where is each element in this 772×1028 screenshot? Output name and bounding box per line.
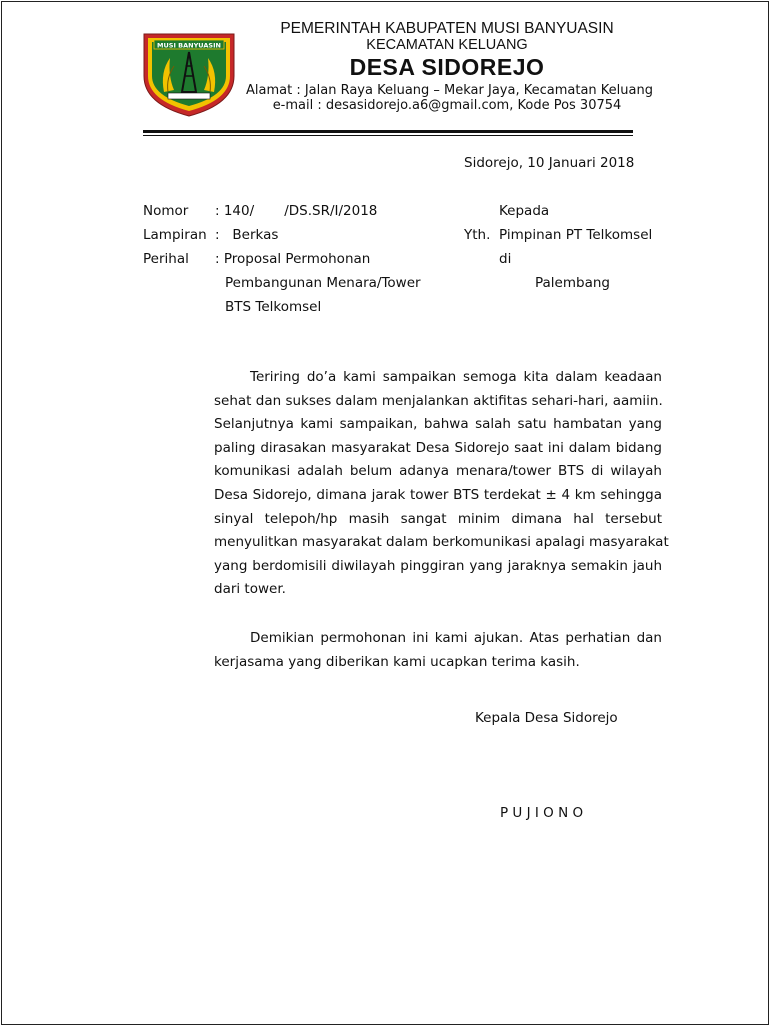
- letterhead-village: DESA SIDOREJO: [349, 54, 545, 80]
- lampiran-label: Lampiran: [143, 227, 207, 243]
- body-line: kerjasama yang diberikan kami ucapkan terima kasih.: [214, 653, 580, 670]
- recipient-kepada: Kepada: [499, 203, 550, 219]
- recipient-yth: Yth.: [464, 227, 491, 243]
- lampiran-value: : Berkas: [215, 227, 279, 243]
- body-paragraph-1: [214, 366, 669, 602]
- perihal-label: Perihal: [143, 251, 189, 267]
- body-line: komunikasi adalah belum adanya menara/tower BTS di wilayah: [214, 463, 662, 480]
- letterhead-regency: PEMERINTAH KABUPATEN MUSI BANYUASIN: [280, 20, 614, 37]
- nomor-value: : 140/ /DS.SR/I/2018: [215, 203, 378, 219]
- letterhead-address: Alamat : Jalan Raya Keluang – Mekar Jaya, Kecamatan Keluang: [246, 83, 653, 98]
- body-line: menyulitkan masyarakat dalam berkomunikasi apalagi masyarakat: [214, 534, 669, 551]
- body-line: yang berdomisili diwilayah pinggiran yang jaraknya semakin jauh: [214, 557, 662, 574]
- regency-emblem-logo: [138, 26, 240, 118]
- body-line: sinyal telepoh/hp masih sangat minim dimana hal tersebut: [214, 510, 662, 527]
- logo-text: MUSI BANYUASIN: [157, 41, 221, 50]
- signature-title: Kepala Desa Sidorejo: [475, 710, 618, 726]
- signature-name: P U J I O N O: [500, 805, 584, 821]
- body-line: Desa Sidorejo, dimana jarak tower BTS terdekat ± 4 km sehingga: [214, 486, 662, 503]
- perihal-line-1: : Proposal Permohonan: [215, 251, 371, 267]
- recipient-name: Pimpinan PT Telkomsel: [499, 227, 653, 243]
- body-line: Selanjutnya kami sampaikan, bahwa salah satu hambatan yang: [214, 416, 662, 433]
- recipient-city: Palembang: [535, 275, 610, 291]
- body-line: sehat dan sukses dalam menjalankan aktifitas sehari-hari, aamiin.: [214, 392, 663, 409]
- body-line: paling dirasakan masyarakat Desa Sidorejo saat ini dalam bidang: [214, 439, 662, 456]
- letterhead-divider-thick: [143, 130, 633, 133]
- letterhead-email: e-mail : desasidorejo.a6@gmail.com, Kode Pos 30754: [272, 98, 622, 113]
- recipient-di: di: [499, 251, 512, 267]
- body-line: Demikian permohonan ini kami ajukan. Atas perhatian dan: [250, 630, 662, 646]
- body-line: Teriring do’a kami sampaikan semoga kita dalam keadaan: [250, 369, 662, 385]
- nomor-label: Nomor: [143, 203, 189, 219]
- perihal-line-3: BTS Telkomsel: [225, 299, 322, 315]
- letterhead-district: KECAMATAN KELUANG: [366, 37, 528, 53]
- letterhead-divider-thin: [143, 135, 633, 136]
- perihal-line-2: Pembangunan Menara/Tower: [225, 275, 421, 291]
- body-paragraph-2: [214, 627, 662, 674]
- letter-date: Sidorejo, 10 Januari 2018: [464, 155, 635, 171]
- body-line: dari tower.: [214, 581, 286, 598]
